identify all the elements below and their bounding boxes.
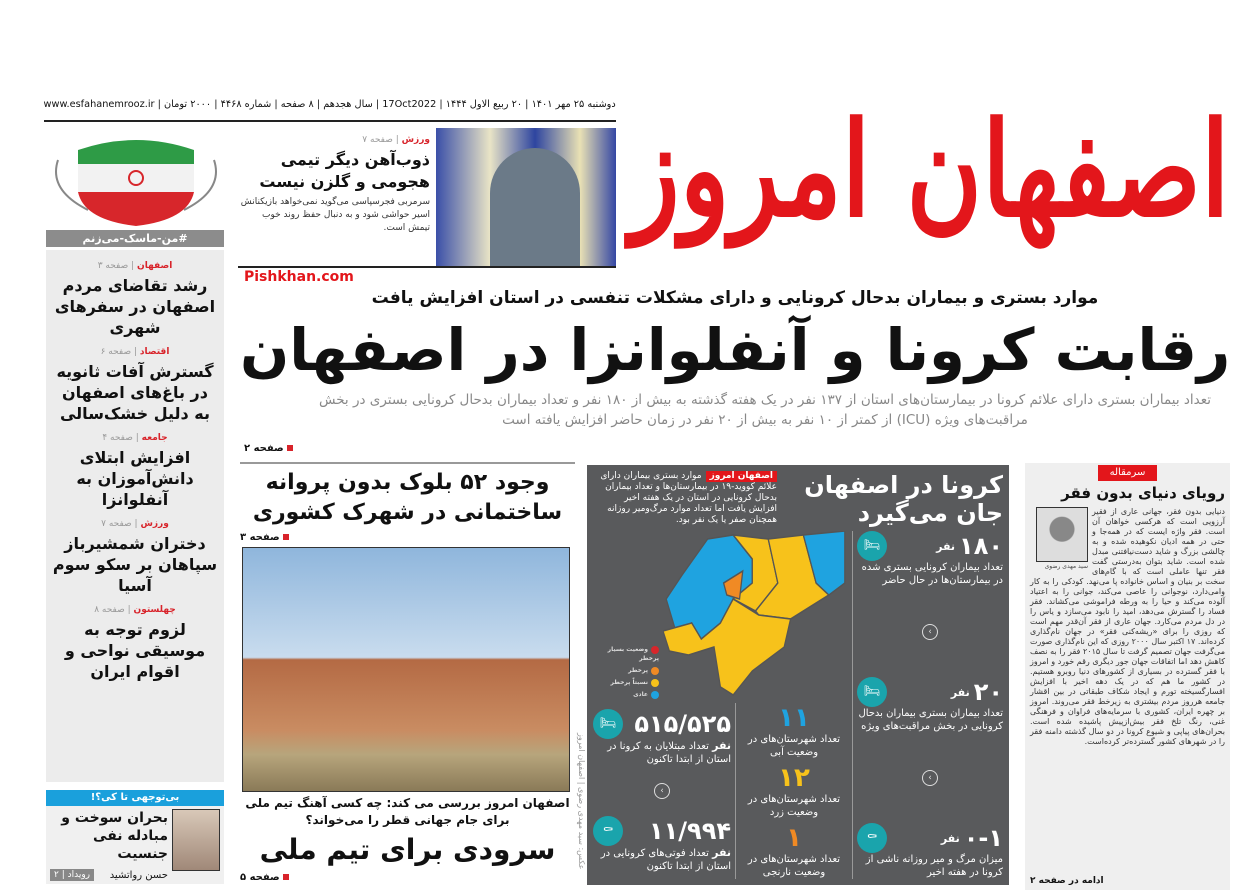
page-ref: صفحه ۷ bbox=[101, 519, 132, 529]
stat-total-deaths: ۱۱/۹۹۴ ⚰ نفر تعداد فوتی‌های کرونایی در استان از ابتدا تاکنون bbox=[593, 816, 731, 873]
section-label: اصفهان bbox=[137, 261, 173, 271]
legend-swatch bbox=[651, 667, 659, 675]
lead-headline-text: رقابت کرونا و آنفلوانزا در اصفهان bbox=[239, 316, 1231, 384]
lead-paragraph: تعداد بیماران بستری دارای علائم کرونا در بیمارستان‌های استان از ۱۳۷ نفر در یک هفته گذشته به بیش از ۱۸۰ نفر و تعداد بیماران بدحال کرونایی بستری در بخش مراقبت‌های ویژه (ICU) از کمتر از ۱۰ نفر به بیش از ۲۰ نفر در زمان حاضر افزایش یافته است bbox=[319, 392, 1211, 428]
divider bbox=[44, 120, 616, 122]
page-ref: صفحه ۲ bbox=[244, 443, 296, 454]
legend-item: عادی bbox=[593, 690, 659, 699]
headline: گسترش آفات ثانویه در باغ‌های اصفهان به دلیل خشک‌سالی bbox=[56, 362, 214, 423]
divider bbox=[852, 531, 853, 879]
stat-deaths-daily: ۰-۱ نفر ⚰ میزان مرگ و میر روزانه ناشی از کرونا در هفته اخیر bbox=[857, 823, 1003, 879]
page-ref: صفحه ۴ bbox=[102, 433, 133, 443]
watermark: Pishkhan.com bbox=[244, 269, 354, 285]
sidebar-item[interactable]: ورزش | صفحه ۷ دختران شمشیرباز سپاهان بر سکو سوم آسیا bbox=[46, 518, 224, 596]
county-orange: ۱ تعداد شهرستان‌های در وضعیت نارنجی bbox=[747, 823, 841, 878]
page-ref: صفحه ۳ bbox=[97, 261, 129, 271]
infographic-logo: اصفهان امروز bbox=[706, 471, 777, 482]
county-yellow: ۱۲ تعداد شهرستان‌های در وضعیت زرد bbox=[747, 763, 841, 818]
dateline-text: دوشنبه ۲۵ مهر ۱۴۰۱ | ۲۰ ربیع الاول ۱۴۴۴ | 17Oct2022 | سال هجدهم | ۸ صفحه | شماره ۴۴۶۸ | ۲۰۰۰ تومان | www.esfahanemrooz.ir bbox=[43, 98, 617, 110]
bed-icon: 🛏 bbox=[857, 677, 887, 707]
blocks-headline[interactable]: وجود ۵۲ بلوک بدون پروانه ساختمانی در شهرک کشوری bbox=[252, 470, 563, 525]
section-label: چهلستون bbox=[133, 605, 176, 615]
stat-total-cases: ۵۱۵/۵۲۵ 🛏 نفر تعداد مبتلایان به کرونا در استان از ابتدا تاکنون bbox=[593, 709, 731, 766]
column-bar: بی‌توجهی تا کی؟! bbox=[46, 790, 224, 806]
lead-headline[interactable] bbox=[240, 311, 1230, 389]
legend-swatch bbox=[651, 691, 659, 699]
page-ref: صفحه ۵ bbox=[240, 871, 575, 884]
editorial-body: دنیایی بدون فقر، جهانی عاری از فقیر آرزویی است که هرکسی خواهان آن است. فقر واژه ایست که در همه‌جا و حتی در همه ادیان نکوهیده شده و به چالشی بزرگ و شاید دست‌نیافتنی مبدل شده است. شاید بتوان به‌درستی گفت فقر تنها عاملی است که با گام‌های سخت بر بنیان و اساس خانواده پا می‌نهد. کودکی را به کار وامی‌دارد، نوجوانی را عاصی می‌کند، جوانی را به اعتیاد آلوده می‌کند و حیا را به ورطه فراموشی می‌کشاند. فقر فساد را گسترش می‌دهد، امید را نابود می‌سازد و یاس را در دل مردم می‌کارد. جهان عاری از فقر آن‌قدر مهم است که روزی را برای «ریشه‌کنی فقر» در جهان نام‌گذاری کرده‌اند. ۱۷ اکتبر سال ۲۰۰۰ روزی که این نام‌گذاری صورت می‌گرفت جهان تصمیم گرفت تا سال ۲۰۱۵ فقر را به نصف کاهش دهد اما اتفاقات جهان جور دیگری رقم خورد و امروز با فقر گسترده در بسیاری از کشورهای دنیا روبرو هستیم. در کشور ما هم که در یک دهه اخیر با افزایش افسارگسیخته تورم و ایجاد شکاف طبقاتی در بین اقشار جامعه هرروز مردم بیشتری به زیرخط فقر می‌روند. امروز بر چهره ایران، کشوری با سرمایه‌های فراوان و فرهنگی غنی، رنگ تلخ فقر بیش‌ازپیش پاشیده شده است. بحران‌های پیاپی و شیوع کرونا در دو سال گذشته دامنه فقر را در شهرهای کشور گسترده‌تر کرده‌است. bbox=[1030, 507, 1225, 746]
sports-photo bbox=[436, 128, 616, 266]
bullet-icon bbox=[287, 445, 293, 451]
divider bbox=[240, 462, 575, 464]
chevron-left-icon: ‹ bbox=[922, 770, 938, 786]
legend-item: پرخطر bbox=[593, 666, 659, 675]
legend-item: وضعیت بسیار پرخطر bbox=[607, 646, 659, 662]
sidebar-item[interactable]: چهلستون | صفحه ۸ لزوم توجه به موسیقی نواحی و اقوام ایران bbox=[46, 604, 224, 682]
page-badge: رویداد | ۲ bbox=[50, 869, 94, 881]
coach-figure bbox=[490, 148, 580, 266]
grave-icon: ⚰ bbox=[857, 823, 887, 853]
stat-hospitalized: ۱۸۰ نفر 🛏 تعداد بیماران کرونایی بستری شده در بیمارستان‌ها در حال حاضر bbox=[857, 531, 1003, 587]
editorial-title[interactable]: رویای دنیای بدون فقر bbox=[1061, 484, 1225, 502]
county-blue: ۱۱ تعداد شهرستان‌های در وضعیت آبی bbox=[747, 703, 841, 758]
chevron-left-icon: ‹ bbox=[654, 783, 670, 799]
continued-link[interactable]: ادامه در صفحه ۲ bbox=[1030, 876, 1104, 886]
headline: رشد تقاضای مردم اصفهان در سفرهای شهری bbox=[54, 276, 216, 337]
section-label: ورزش bbox=[140, 519, 169, 529]
section-label: جامعه bbox=[141, 433, 168, 443]
editorial-badge: سرمقاله bbox=[1098, 465, 1158, 481]
sports-teaser[interactable]: ورزش | صفحه ۷ ذوب‌آهن دیگر تیمی هجومی و گلزن نیست سرمربی فجرسپاسی می‌گوید نمی‌خواهد بازیکنانش اسیر حواشی شود و به دنبال حفظ روند خوب تیمش است. bbox=[238, 128, 616, 268]
masthead-logo bbox=[630, 70, 1230, 270]
lead-subheadline: موارد بستری و بیماران بدحال کرونایی و دارای مشکلات تنفسی در استان افزایش یافت bbox=[371, 288, 1099, 308]
covid-infographic bbox=[587, 465, 1009, 885]
column-title: بحران سوخت و مبادله نفی جنسیت bbox=[61, 810, 168, 862]
page-ref: صفحه ۷ bbox=[362, 135, 393, 145]
infographic-title: کرونا در اصفهان جان می‌گیرد bbox=[804, 471, 1003, 527]
bed-icon: 🛏 bbox=[593, 709, 623, 739]
bullet-icon bbox=[283, 874, 289, 880]
column-author: حسن رواتشید bbox=[109, 869, 168, 881]
headline: دختران شمشیرباز سپاهان بر سکو سوم آسیا bbox=[52, 534, 218, 595]
legend-swatch bbox=[651, 646, 659, 654]
buildings-photo bbox=[242, 547, 570, 792]
anthem-kicker: اصفهان امروز بررسی می کند: چه کسی آهنگ تیم ملی برای جام جهانی قطر را می‌خواند؟ bbox=[245, 796, 570, 827]
sports-summary: سرمربی فجرسپاسی می‌گوید نمی‌خواهد بازیکنانش اسیر حواشی شود و به دنبال حفظ روند خوب تیمش است. bbox=[240, 197, 430, 233]
headline: افزایش ابتلای دانش‌آموزان به آنفلوانزا bbox=[76, 448, 194, 509]
province-map bbox=[663, 531, 848, 699]
legend-swatch bbox=[651, 679, 659, 687]
infographic-intro: موارد بستری بیماران دارای علائم کووید-۱۹ در بیمارستان‌ها و تعداد بیماران بدحال کرونایی در استان در یک هفته اخیر افزایش یافت اما تعداد موارد مرگ‌ومیر روزانه همچنان صفر یا یک نفر بود. bbox=[600, 471, 777, 525]
sidebar-item[interactable]: اقتصاد | صفحه ۶ گسترش آفات ثانویه در باغ‌های اصفهان به دلیل خشک‌سالی bbox=[46, 346, 224, 424]
logo-text: اصفهان امروز bbox=[630, 93, 1230, 246]
sidebar-headlines bbox=[46, 250, 224, 782]
section-label: اقتصاد bbox=[139, 347, 170, 357]
bullet-icon bbox=[283, 534, 289, 540]
column-teaser[interactable] bbox=[46, 790, 224, 884]
mask-illustration bbox=[48, 130, 224, 228]
sidebar-item[interactable]: اصفهان | صفحه ۳ رشد تقاضای مردم اصفهان در سفرهای شهری bbox=[46, 260, 224, 338]
hashtag-bar: #من-ماسک-می‌زنم bbox=[46, 230, 224, 247]
legend-item: نسبتاً پرخطر bbox=[593, 678, 659, 687]
divider bbox=[735, 703, 736, 879]
editorial-column bbox=[1025, 463, 1230, 890]
grave-icon: ⚰ bbox=[593, 816, 623, 846]
page-ref: صفحه ۳ bbox=[240, 531, 575, 544]
chevron-left-icon: ‹ bbox=[922, 624, 938, 640]
dateline bbox=[44, 95, 616, 113]
author-caption: سید مهدی رضوی bbox=[1044, 563, 1088, 570]
middle-column bbox=[240, 468, 575, 884]
headline: لزوم توجه به موسیقی نواحی و اقوام ایران bbox=[64, 620, 206, 681]
anthem-headline[interactable]: سرودی برای تیم ملی bbox=[259, 833, 556, 866]
author-photo bbox=[1036, 507, 1088, 562]
author-photo bbox=[172, 809, 220, 871]
sports-headline: ذوب‌آهن دیگر تیمی هجومی و گلزن نیست bbox=[259, 150, 430, 191]
page-ref: صفحه ۶ bbox=[100, 347, 132, 357]
photo-caption: عکس: سید مهدی رضوی | اصفهان امروز bbox=[577, 733, 586, 870]
section-label: ورزش bbox=[401, 135, 430, 145]
bed-icon: 🛏 bbox=[857, 531, 887, 561]
page-ref: صفحه ۸ bbox=[94, 605, 125, 615]
sidebar-item[interactable]: جامعه | صفحه ۴ افزایش ابتلای دانش‌آموزان به آنفلوانزا bbox=[46, 432, 224, 510]
stat-icu: ۲۰ نفر 🛏 تعداد بیماران بستری بیماران بدحال کرونایی در بخش مراقبت‌های ویژه bbox=[858, 678, 1003, 732]
